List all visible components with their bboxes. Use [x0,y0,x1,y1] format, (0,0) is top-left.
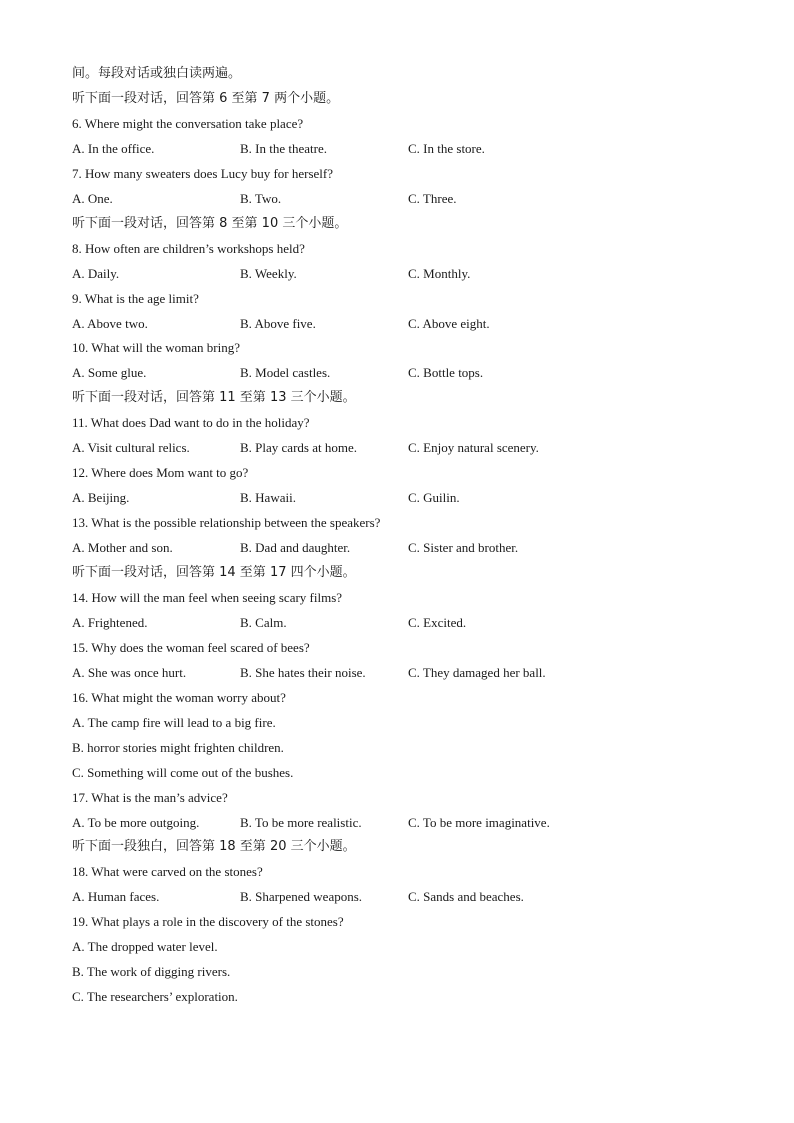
answer-option-c: C. Guilin. [408,490,460,506]
answer-option-c: C. They damaged her ball. [408,664,546,680]
answer-option-c: C. Above eight. [408,315,490,331]
answer-option-b: B. Above five. [240,315,316,331]
answer-option-b: B. Sharpened weapons. [240,889,363,905]
answer-option-a: A. One. [72,190,113,206]
section-instruction: 听下面一段对话，回答第 11 至第 13 三个小题。 [72,390,356,406]
answer-option-line: A. The camp fire will lead to a big fire. [72,714,276,730]
question-text: 14. How will the man feel when seeing scary films? [72,589,343,605]
section-instruction: 听下面一段对话，回答第 6 至第 7 两个小题。 [72,91,340,106]
answer-option-b: B. Play cards at home. [240,440,357,456]
answer-option-a: A. Beijing. [72,490,130,506]
answer-option-b: B. In the theatre. [240,140,327,156]
question-text: 16. What might the woman worry about? [72,689,286,705]
answer-option-a: A. Above two. [72,315,148,331]
answer-option-a: A. In the office. [72,140,155,156]
answer-option-b: B. Dad and daughter. [240,540,351,555]
question-text: 17. What is the man’s advice? [72,789,228,805]
answer-option-c: C. Sands and beaches. [408,889,524,905]
question-text: 13. What is the possible relationship between the speakers? [72,515,381,531]
answer-option-line: A. The dropped water level. [72,939,218,955]
answer-option-b: B. Hawaii. [240,490,296,506]
section-instruction: 间。每段对话或独白读两遍。 [72,66,242,81]
question-text: 11. What does Dad want to do in the holiday? [72,415,310,431]
section-instruction: 听下面一段对话，回答第 14 至第 17 四个小题。 [72,565,356,580]
answer-option-a: A. To be more outgoing. [72,814,200,830]
section-instruction: 听下面一段对话，回答第 8 至第 10 三个小题。 [72,215,348,231]
section-instruction: 听下面一段独白，回答第 18 至第 20 三个小题。 [72,839,356,855]
answer-option-a: A. Human faces. [72,889,160,905]
answer-option-c: C. To be more imaginative. [408,814,550,830]
answer-option-b: B. Model castles. [240,365,331,381]
answer-option-b: B. Calm. [240,614,287,630]
answer-option-a: A. Daily. [72,265,120,281]
answer-option-b: B. Two. [240,190,282,206]
question-text: 10. What will the woman bring? [72,340,241,356]
answer-option-a: A. Mother and son. [72,540,173,555]
answer-option-c: C. In the store. [408,140,485,156]
answer-option-c: C. Three. [408,190,457,206]
answer-option-a: A. She was once hurt. [72,664,187,680]
answer-option-b: B. Weekly. [240,265,297,281]
answer-option-a: A. Visit cultural relics. [72,440,190,456]
question-text: 9. What is the age limit? [72,290,199,306]
answer-option-c: C. Sister and brother. [408,540,519,555]
answer-option-line: B. The work of digging rivers. [72,964,231,980]
question-text: 15. Why does the woman feel scared of bees? [72,639,310,655]
question-text: 8. How often are children’s workshops held? [72,240,305,256]
answer-option-line: C. The researchers’ exploration. [72,989,238,1005]
question-text: 12. Where does Mom want to go? [72,465,249,481]
answer-option-b: B. To be more realistic. [240,814,362,830]
answer-option-b: B. She hates their noise. [240,664,366,680]
answer-option-c: C. Excited. [408,614,467,630]
answer-option-c: C. Bottle tops. [408,365,484,381]
answer-option-c: C. Monthly. [408,265,471,281]
question-text: 19. What plays a role in the discovery of the stones? [72,914,344,930]
question-text: 18. What were carved on the stones? [72,864,263,880]
answer-option-c: C. Enjoy natural scenery. [408,440,539,456]
answer-option-line: B. horror stories might frighten children. [72,739,284,755]
question-text: 7. How many sweaters does Lucy buy for herself? [72,165,334,181]
question-text: 6. Where might the conversation take place? [72,115,304,131]
answer-option-a: A. Frightened. [72,614,148,630]
answer-option-a: A. Some glue. [72,365,147,381]
answer-option-line: C. Something will come out of the bushes. [72,764,294,780]
